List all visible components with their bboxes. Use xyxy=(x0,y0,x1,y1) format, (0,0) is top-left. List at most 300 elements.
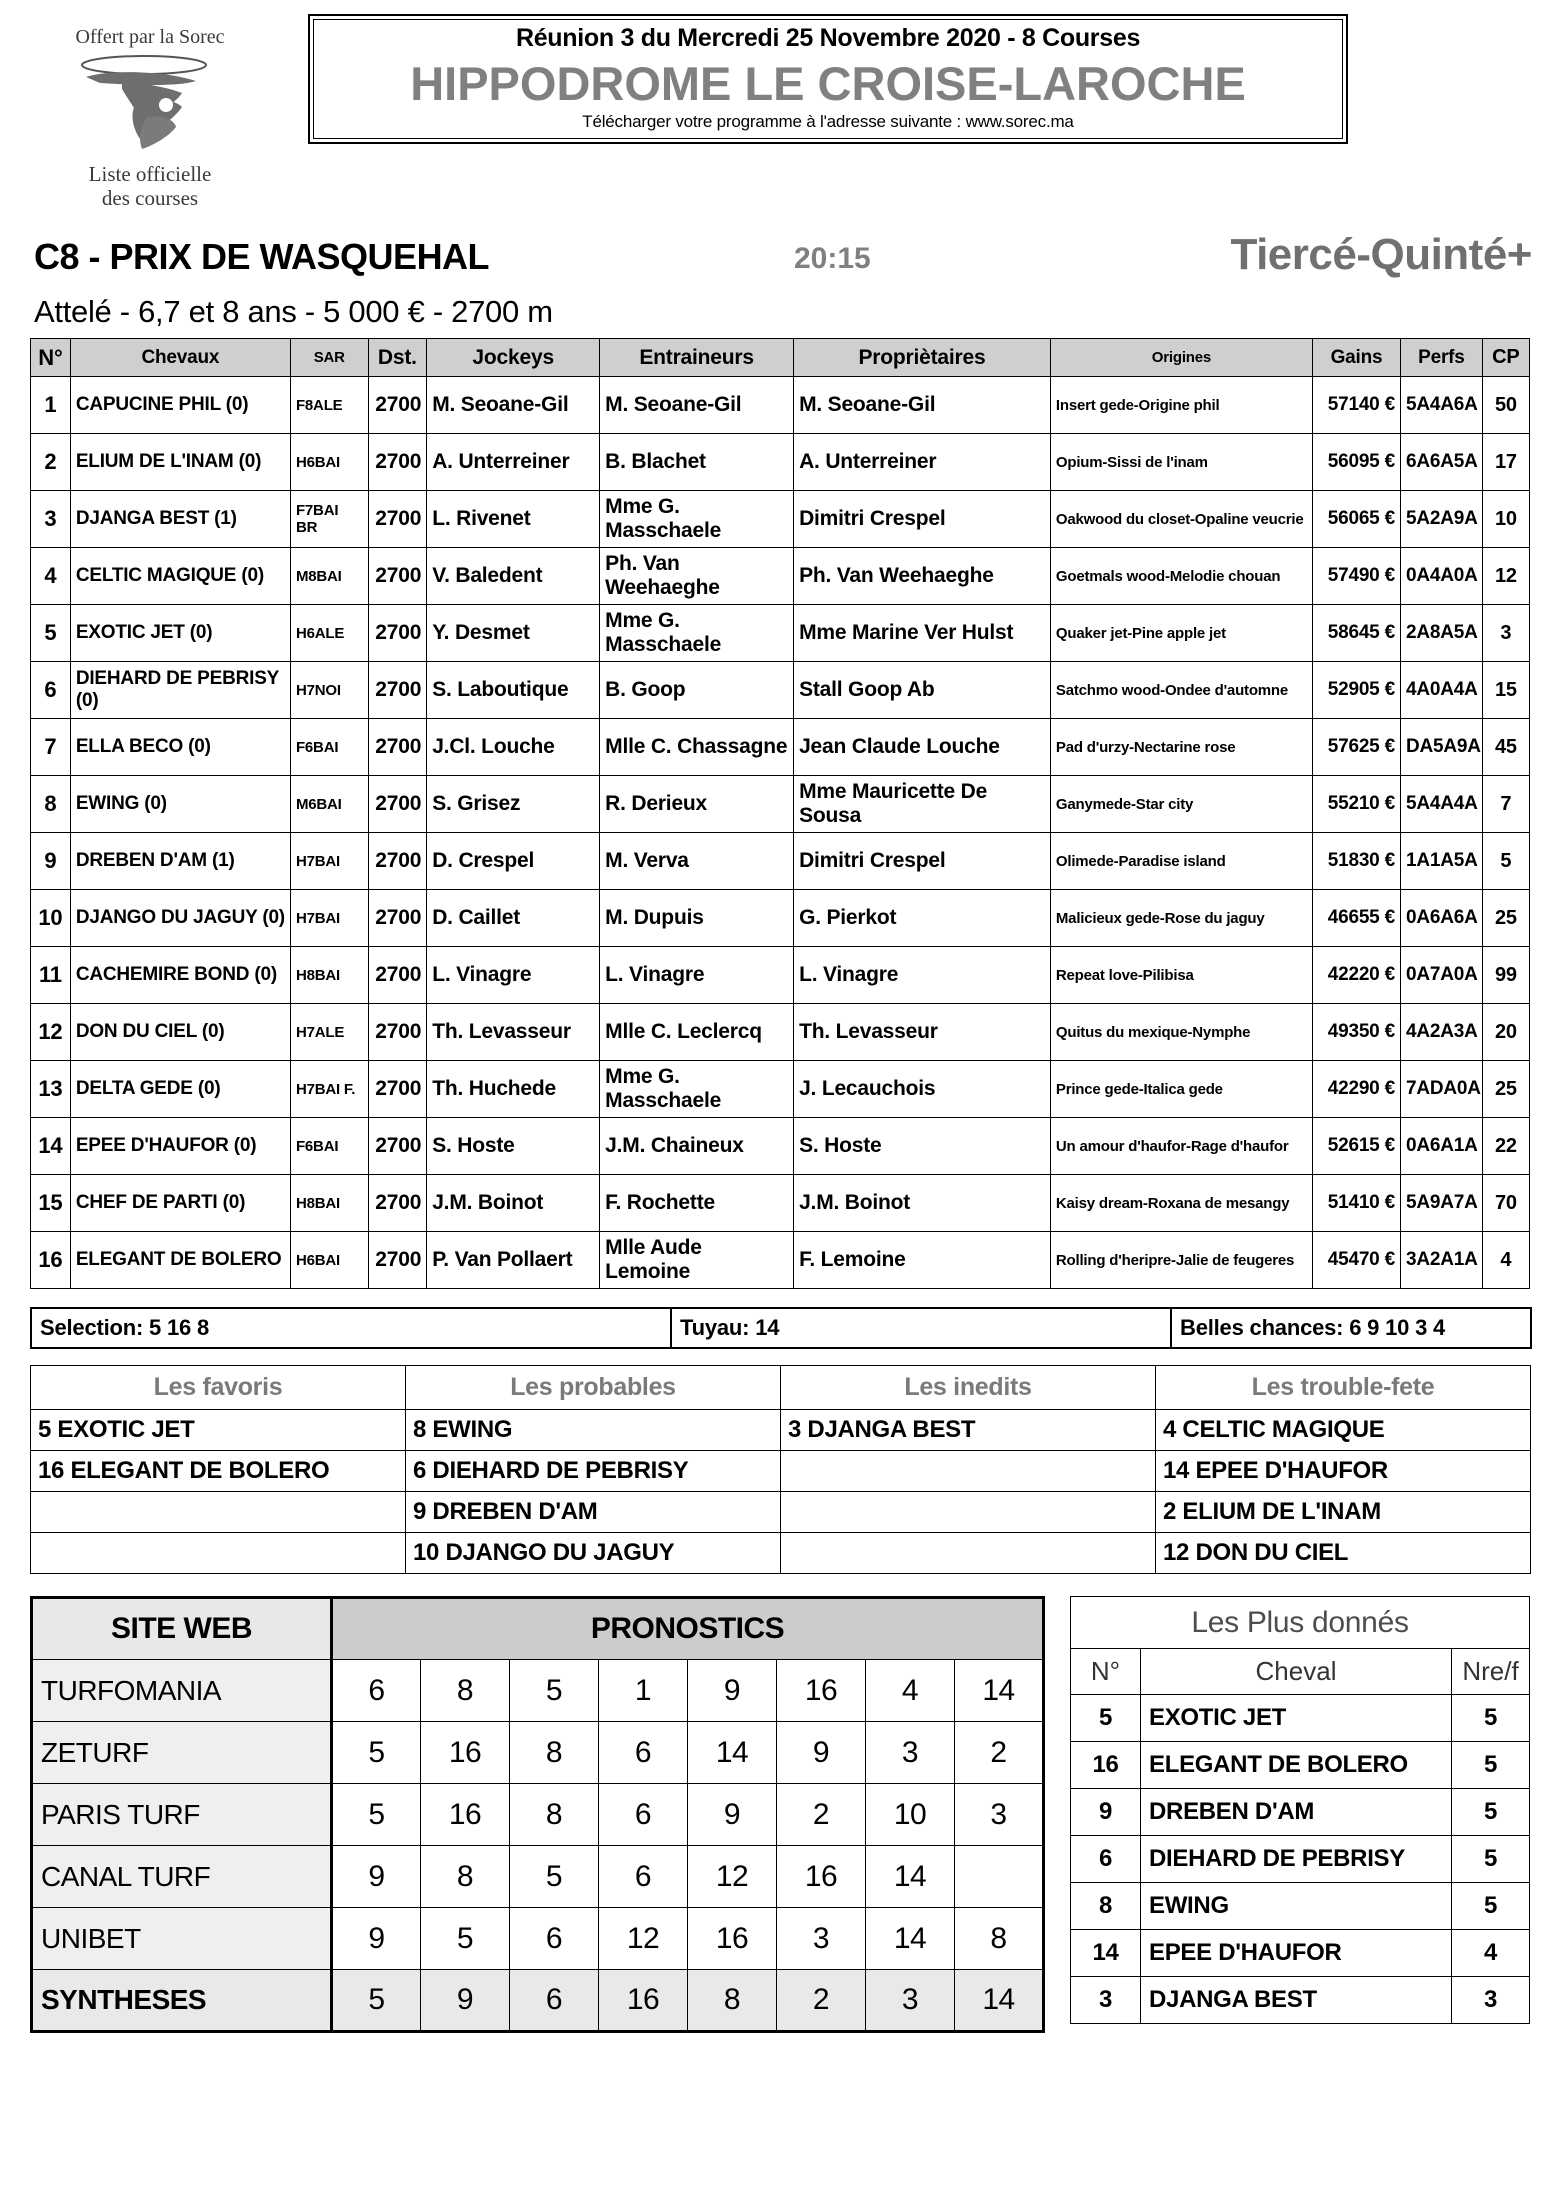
most-given-number: 3 xyxy=(1071,1977,1141,2024)
runner-cp: 25 xyxy=(1482,1061,1529,1118)
col-header-performance: Perfs xyxy=(1401,339,1483,377)
runner-number: 5 xyxy=(31,605,71,662)
runner-origin: Kaisy dream-Roxana de mesangy xyxy=(1050,1175,1312,1232)
cat-header-inedits: Les inedits xyxy=(781,1366,1156,1410)
runner-origin: Pad d'urzy-Nectarine rose xyxy=(1050,719,1312,776)
runner-cp: 10 xyxy=(1482,491,1529,548)
runner-sar: H7BAI F. xyxy=(290,1061,368,1118)
most-given-horse: EXOTIC JET xyxy=(1141,1695,1452,1742)
pronostic-pick: 14 xyxy=(955,1970,1044,2032)
runner-sar: H6BAI xyxy=(290,1232,368,1289)
runner-sar: H7NOI xyxy=(290,662,368,719)
runner-horse: DIEHARD DE PEBRISY (0) xyxy=(70,662,290,719)
pronostic-pick: 12 xyxy=(688,1846,777,1908)
runner-origin: Opium-Sissi de l'inam xyxy=(1050,434,1312,491)
most-given-number: 8 xyxy=(1071,1883,1141,1930)
runner-jockey: D. Crespel xyxy=(427,833,600,890)
runner-horse: CACHEMIRE BOND (0) xyxy=(70,947,290,1004)
pronostic-pick: 14 xyxy=(688,1722,777,1784)
runner-perfs: 3A2A1A xyxy=(1401,1232,1483,1289)
pronostic-pick: 6 xyxy=(332,1660,421,1722)
runner-perfs: 4A0A4A xyxy=(1401,662,1483,719)
pronostic-pick: 16 xyxy=(421,1784,510,1846)
runner-trainer: Mlle Aude Lemoine xyxy=(600,1232,794,1289)
runner-origin: Goetmals wood-Melodie chouan xyxy=(1050,548,1312,605)
pronostic-pick: 14 xyxy=(955,1660,1044,1722)
belles-chances-text: Belles chances: 6 9 10 3 4 xyxy=(1171,1308,1531,1348)
runner-gains: 57140 € xyxy=(1312,377,1400,434)
runner-jockey: Y. Desmet xyxy=(427,605,600,662)
runner-jockey: J.M. Boinot xyxy=(427,1175,600,1232)
runner-jockey: V. Baledent xyxy=(427,548,600,605)
col-header-origins: Origines xyxy=(1050,339,1312,377)
runner-perfs: DA5A9A xyxy=(1401,719,1483,776)
runner-origin: Un amour d'haufor-Rage d'haufor xyxy=(1050,1118,1312,1175)
pronostic-pick: 2 xyxy=(777,1970,866,2032)
runner-cp: 12 xyxy=(1482,548,1529,605)
pronostic-site-name: UNIBET xyxy=(32,1908,332,1970)
most-given-number: 6 xyxy=(1071,1836,1141,1883)
runner-distance: 2700 xyxy=(368,947,427,1004)
runner-horse: ELLA BECO (0) xyxy=(70,719,290,776)
categories-table xyxy=(30,1365,1531,1574)
most-given-number: 14 xyxy=(1071,1930,1141,1977)
table-row xyxy=(31,719,1530,776)
runner-gains: 45470 € xyxy=(1312,1232,1400,1289)
runner-trainer: B. Blachet xyxy=(600,434,794,491)
col-header-cp: CP xyxy=(1482,339,1529,377)
table-row xyxy=(1071,1883,1530,1930)
pronostic-pick: 8 xyxy=(955,1908,1044,1970)
bet-type-badge: Tiercé-Quinté+ xyxy=(1230,230,1532,280)
table-row xyxy=(1071,1789,1530,1836)
runner-owner: L. Vinagre xyxy=(794,947,1051,1004)
table-row xyxy=(32,1722,1044,1784)
runner-sar: H7BAI xyxy=(290,833,368,890)
runner-perfs: 5A4A4A xyxy=(1401,776,1483,833)
pronostic-site-name: CANAL TURF xyxy=(32,1846,332,1908)
runner-distance: 2700 xyxy=(368,1061,427,1118)
runner-number: 6 xyxy=(31,662,71,719)
runner-trainer: Mlle C. Chassagne xyxy=(600,719,794,776)
table-row xyxy=(32,1784,1044,1846)
runner-jockey: S. Grisez xyxy=(427,776,600,833)
most-given-horse: DJANGA BEST xyxy=(1141,1977,1452,2024)
runner-number: 4 xyxy=(31,548,71,605)
pronostic-pick: 5 xyxy=(332,1970,421,2032)
category-cell xyxy=(31,1492,406,1533)
race-title-row xyxy=(34,230,1562,282)
runner-perfs: 0A4A0A xyxy=(1401,548,1483,605)
runner-number: 10 xyxy=(31,890,71,947)
category-cell: 12 DON DU CIEL xyxy=(1156,1533,1531,1574)
pronostic-pick: 3 xyxy=(777,1908,866,1970)
runner-gains: 56095 € xyxy=(1312,434,1400,491)
pronostic-pick: 6 xyxy=(599,1722,688,1784)
runner-number: 16 xyxy=(31,1232,71,1289)
runner-trainer: M. Seoane-Gil xyxy=(600,377,794,434)
table-row xyxy=(31,377,1530,434)
runner-horse: CHEF DE PARTI (0) xyxy=(70,1175,290,1232)
runner-perfs: 4A2A3A xyxy=(1401,1004,1483,1061)
runner-distance: 2700 xyxy=(368,605,427,662)
runner-trainer: Mme G. Masschaele xyxy=(600,605,794,662)
most-given-horse: DREBEN D'AM xyxy=(1141,1789,1452,1836)
runner-cp: 50 xyxy=(1482,377,1529,434)
runner-gains: 55210 € xyxy=(1312,776,1400,833)
logo-top-text: Offert par la Sorec xyxy=(75,26,225,48)
table-row xyxy=(31,605,1530,662)
pronostic-pick: 6 xyxy=(599,1846,688,1908)
runner-sar: H8BAI xyxy=(290,947,368,1004)
runner-owner: Mme Marine Ver Hulst xyxy=(794,605,1051,662)
pronostics-panel xyxy=(30,1596,1045,2033)
pronostic-pick: 8 xyxy=(421,1846,510,1908)
prono-header-pronostics: PRONOSTICS xyxy=(332,1598,1044,1660)
runner-trainer: B. Goop xyxy=(600,662,794,719)
most-given-horse: EWING xyxy=(1141,1883,1452,1930)
runner-trainer: M. Verva xyxy=(600,833,794,890)
runner-cp: 99 xyxy=(1482,947,1529,1004)
most-given-count: 5 xyxy=(1452,1789,1530,1836)
runner-jockey: J.Cl. Louche xyxy=(427,719,600,776)
runner-horse: DJANGA BEST (1) xyxy=(70,491,290,548)
runner-cp: 22 xyxy=(1482,1118,1529,1175)
category-cell xyxy=(781,1533,1156,1574)
table-row xyxy=(31,947,1530,1004)
download-notice: Télécharger votre programme à l'adresse suivante : www.sorec.ma xyxy=(582,112,1074,132)
runner-horse: CELTIC MAGIQUE (0) xyxy=(70,548,290,605)
table-row xyxy=(1071,1742,1530,1789)
col-header-owners: Propriètaires xyxy=(794,339,1051,377)
pronostic-pick: 2 xyxy=(777,1784,866,1846)
page-header xyxy=(0,0,1562,210)
table-row xyxy=(32,1660,1044,1722)
meeting-title-box xyxy=(308,14,1348,144)
runner-origin: Malicieux gede-Rose du jaguy xyxy=(1050,890,1312,947)
runner-number: 12 xyxy=(31,1004,71,1061)
runner-perfs: 5A2A9A xyxy=(1401,491,1483,548)
runner-owner: Mme Mauricette De Sousa xyxy=(794,776,1051,833)
pronostic-pick: 9 xyxy=(421,1970,510,2032)
pronostic-site-name: SYNTHESES xyxy=(32,1970,332,2032)
runner-trainer: Mme G. Masschaele xyxy=(600,1061,794,1118)
col-header-jockeys: Jockeys xyxy=(427,339,600,377)
runner-owner: Th. Levasseur xyxy=(794,1004,1051,1061)
most-given-horse: EPEE D'HAUFOR xyxy=(1141,1930,1452,1977)
runner-origin: Satchmo wood-Ondee d'automne xyxy=(1050,662,1312,719)
runner-origin: Repeat love-Pilibisa xyxy=(1050,947,1312,1004)
col-header-horses: Chevaux xyxy=(70,339,290,377)
pronostic-pick: 6 xyxy=(599,1784,688,1846)
pronostic-pick: 5 xyxy=(510,1846,599,1908)
category-cell: 8 EWING xyxy=(406,1410,781,1451)
runner-cp: 45 xyxy=(1482,719,1529,776)
meeting-subtitle: Réunion 3 du Mercredi 25 Novembre 2020 - 8 Courses xyxy=(515,24,1141,52)
table-row xyxy=(31,1232,1530,1289)
plus-header-nref: Nre/f xyxy=(1452,1649,1530,1695)
col-header-trainers: Entraineurs xyxy=(600,339,794,377)
pronostic-pick: 16 xyxy=(688,1908,777,1970)
runner-cp: 20 xyxy=(1482,1004,1529,1061)
runner-number: 7 xyxy=(31,719,71,776)
runner-origin: Oakwood du closet-Opaline veucrie xyxy=(1050,491,1312,548)
table-row xyxy=(32,1908,1044,1970)
most-given-count: 4 xyxy=(1452,1930,1530,1977)
runner-sar: M6BAI xyxy=(290,776,368,833)
runner-cp: 15 xyxy=(1482,662,1529,719)
pronostic-pick: 6 xyxy=(510,1908,599,1970)
runner-distance: 2700 xyxy=(368,776,427,833)
table-row xyxy=(31,1175,1530,1232)
runner-origin: Rolling d'heripre-Jalie de feugeres xyxy=(1050,1232,1312,1289)
pronostic-site-name: TURFOMANIA xyxy=(32,1660,332,1722)
runner-trainer: Mlle C. Leclercq xyxy=(600,1004,794,1061)
pronostic-pick: 8 xyxy=(510,1722,599,1784)
runner-owner: S. Hoste xyxy=(794,1118,1051,1175)
runner-jockey: S. Hoste xyxy=(427,1118,600,1175)
runner-number: 3 xyxy=(31,491,71,548)
runner-owner: Stall Goop Ab xyxy=(794,662,1051,719)
pronostic-pick: 8 xyxy=(510,1784,599,1846)
runner-gains: 51410 € xyxy=(1312,1175,1400,1232)
runner-jockey: M. Seoane-Gil xyxy=(427,377,600,434)
plus-header-number: N° xyxy=(1071,1649,1141,1695)
runner-gains: 46655 € xyxy=(1312,890,1400,947)
runner-horse: DELTA GEDE (0) xyxy=(70,1061,290,1118)
runner-trainer: M. Dupuis xyxy=(600,890,794,947)
runner-owner: J. Lecauchois xyxy=(794,1061,1051,1118)
runner-distance: 2700 xyxy=(368,1175,427,1232)
cat-header-probables: Les probables xyxy=(406,1366,781,1410)
most-given-title: Les Plus donnés xyxy=(1070,1596,1530,1648)
runner-jockey: L. Rivenet xyxy=(427,491,600,548)
runner-distance: 2700 xyxy=(368,1118,427,1175)
table-row xyxy=(32,1846,1044,1908)
runner-owner: G. Pierkot xyxy=(794,890,1051,947)
runner-cp: 25 xyxy=(1482,890,1529,947)
category-cell: 10 DJANGO DU JAGUY xyxy=(406,1533,781,1574)
pronostic-pick: 9 xyxy=(332,1846,421,1908)
runner-cp: 4 xyxy=(1482,1232,1529,1289)
table-row xyxy=(1071,1977,1530,2024)
runner-sar: F6BAI xyxy=(290,1118,368,1175)
runner-trainer: R. Derieux xyxy=(600,776,794,833)
cat-header-favoris: Les favoris xyxy=(31,1366,406,1410)
plus-header-horse: Cheval xyxy=(1141,1649,1452,1695)
pronostic-pick: 6 xyxy=(510,1970,599,2032)
runner-sar: H6BAI xyxy=(290,434,368,491)
most-given-count: 5 xyxy=(1452,1695,1530,1742)
most-given-table xyxy=(1070,1596,1530,2024)
race-name: C8 - PRIX DE WASQUEHAL xyxy=(34,236,490,278)
table-row xyxy=(1071,1836,1530,1883)
runner-distance: 2700 xyxy=(368,719,427,776)
table-row xyxy=(31,1061,1530,1118)
category-cell: 14 EPEE D'HAUFOR xyxy=(1156,1451,1531,1492)
pronostic-pick: 16 xyxy=(777,1846,866,1908)
runner-sar: F7BAI BR xyxy=(290,491,368,548)
runner-perfs: 0A7A0A xyxy=(1401,947,1483,1004)
pronostic-pick xyxy=(955,1846,1044,1908)
pronostic-pick: 9 xyxy=(332,1908,421,1970)
col-header-distance: Dst. xyxy=(368,339,427,377)
runner-origin: Ganymede-Star city xyxy=(1050,776,1312,833)
runner-perfs: 6A6A5A xyxy=(1401,434,1483,491)
runner-origin: Olimede-Paradise island xyxy=(1050,833,1312,890)
runner-trainer: L. Vinagre xyxy=(600,947,794,1004)
runner-perfs: 2A8A5A xyxy=(1401,605,1483,662)
runner-horse: DJANGO DU JAGUY (0) xyxy=(70,890,290,947)
runner-sar: H8BAI xyxy=(290,1175,368,1232)
tuyau-text: Tuyau: 14 xyxy=(671,1308,1171,1348)
category-cell: 16 ELEGANT DE BOLERO xyxy=(31,1451,406,1492)
cat-header-trouble-fete: Les trouble-fete xyxy=(1156,1366,1531,1410)
selection-bar xyxy=(30,1307,1532,1349)
runner-perfs: 0A6A6A xyxy=(1401,890,1483,947)
pronostic-pick: 8 xyxy=(421,1660,510,1722)
runner-trainer: Mme G. Masschaele xyxy=(600,491,794,548)
pronostic-pick: 1 xyxy=(599,1660,688,1722)
table-row xyxy=(31,1004,1530,1061)
col-header-earnings: Gains xyxy=(1312,339,1400,377)
table-row xyxy=(31,776,1530,833)
pronostic-pick: 3 xyxy=(866,1722,955,1784)
runner-jockey: Th. Levasseur xyxy=(427,1004,600,1061)
selection-text: Selection: 5 16 8 xyxy=(31,1308,671,1348)
runner-owner: Ph. Van Weehaeghe xyxy=(794,548,1051,605)
runner-horse: ELIUM DE L'INAM (0) xyxy=(70,434,290,491)
runner-owner: Dimitri Crespel xyxy=(794,833,1051,890)
runner-perfs: 0A6A1A xyxy=(1401,1118,1483,1175)
category-cell xyxy=(31,1533,406,1574)
category-cell: 5 EXOTIC JET xyxy=(31,1410,406,1451)
pronostic-pick: 16 xyxy=(599,1970,688,2032)
runner-cp: 70 xyxy=(1482,1175,1529,1232)
runner-cp: 7 xyxy=(1482,776,1529,833)
race-conditions: Attelé - 6,7 et 8 ans - 5 000 € - 2700 m xyxy=(34,294,553,330)
runner-origin: Quitus du mexique-Nymphe xyxy=(1050,1004,1312,1061)
pronostic-pick: 5 xyxy=(332,1722,421,1784)
table-row xyxy=(1071,1695,1530,1742)
runner-gains: 57490 € xyxy=(1312,548,1400,605)
runner-jockey: D. Caillet xyxy=(427,890,600,947)
runner-distance: 2700 xyxy=(368,491,427,548)
runner-horse: EPEE D'HAUFOR (0) xyxy=(70,1118,290,1175)
most-given-count: 5 xyxy=(1452,1836,1530,1883)
racecourse-name: HIPPODROME LE CROISE-LAROCHE xyxy=(410,57,1246,110)
runner-owner: M. Seoane-Gil xyxy=(794,377,1051,434)
category-cell: 6 DIEHARD DE PEBRISY xyxy=(406,1451,781,1492)
runner-owner: Jean Claude Louche xyxy=(794,719,1051,776)
table-row xyxy=(1071,1930,1530,1977)
runner-sar: F6BAI xyxy=(290,719,368,776)
most-given-number: 16 xyxy=(1071,1742,1141,1789)
most-given-count: 3 xyxy=(1452,1977,1530,2024)
runner-sar: H7ALE xyxy=(290,1004,368,1061)
runner-sar: M8BAI xyxy=(290,548,368,605)
table-row xyxy=(31,1451,1531,1492)
pronostic-pick: 9 xyxy=(777,1722,866,1784)
pronostic-pick: 5 xyxy=(510,1660,599,1722)
runner-owner: F. Lemoine xyxy=(794,1232,1051,1289)
pronostic-pick: 3 xyxy=(866,1970,955,2032)
runners-table xyxy=(30,338,1530,1289)
runner-origin: Prince gede-Italica gede xyxy=(1050,1061,1312,1118)
runner-gains: 42290 € xyxy=(1312,1061,1400,1118)
sorec-logo xyxy=(0,14,300,210)
horse-logo-icon xyxy=(70,53,230,158)
pronostic-pick: 12 xyxy=(599,1908,688,1970)
runner-gains: 51830 € xyxy=(1312,833,1400,890)
runner-horse: EWING (0) xyxy=(70,776,290,833)
runner-trainer: J.M. Chaineux xyxy=(600,1118,794,1175)
most-given-count: 5 xyxy=(1452,1742,1530,1789)
runner-gains: 52615 € xyxy=(1312,1118,1400,1175)
table-row xyxy=(31,833,1530,890)
runner-jockey: L. Vinagre xyxy=(427,947,600,1004)
table-row xyxy=(32,1970,1044,2032)
pronostic-pick: 10 xyxy=(866,1784,955,1846)
runner-number: 13 xyxy=(31,1061,71,1118)
bottom-section xyxy=(30,1596,1530,2033)
runner-origin: Quaker jet-Pine apple jet xyxy=(1050,605,1312,662)
most-given-panel xyxy=(1070,1596,1530,2024)
table-row xyxy=(31,491,1530,548)
runner-distance: 2700 xyxy=(368,1004,427,1061)
pronostic-site-name: ZETURF xyxy=(32,1722,332,1784)
runner-horse: CAPUCINE PHIL (0) xyxy=(70,377,290,434)
runner-number: 11 xyxy=(31,947,71,1004)
runner-gains: 42220 € xyxy=(1312,947,1400,1004)
col-header-number: N° xyxy=(31,339,71,377)
runner-gains: 49350 € xyxy=(1312,1004,1400,1061)
runner-jockey: Th. Huchede xyxy=(427,1061,600,1118)
pronostic-pick: 2 xyxy=(955,1722,1044,1784)
runner-number: 9 xyxy=(31,833,71,890)
runner-cp: 3 xyxy=(1482,605,1529,662)
runner-distance: 2700 xyxy=(368,434,427,491)
runner-jockey: S. Laboutique xyxy=(427,662,600,719)
most-given-number: 5 xyxy=(1071,1695,1141,1742)
category-cell: 9 DREBEN D'AM xyxy=(406,1492,781,1533)
runner-distance: 2700 xyxy=(368,662,427,719)
pronostic-pick: 4 xyxy=(866,1660,955,1722)
logo-bottom-line2: des courses xyxy=(101,186,199,211)
logo-bottom-line1: Liste officielle xyxy=(88,162,212,186)
pronostic-pick: 16 xyxy=(421,1722,510,1784)
runner-sar: F8ALE xyxy=(290,377,368,434)
runner-horse: DREBEN D'AM (1) xyxy=(70,833,290,890)
runner-distance: 2700 xyxy=(368,1232,427,1289)
table-row xyxy=(31,1118,1530,1175)
race-start-time: 20:15 xyxy=(794,242,871,276)
runner-number: 14 xyxy=(31,1118,71,1175)
runner-sar: H7BAI xyxy=(290,890,368,947)
table-row xyxy=(31,1533,1531,1574)
runner-gains: 58645 € xyxy=(1312,605,1400,662)
runner-perfs: 1A1A5A xyxy=(1401,833,1483,890)
runner-cp: 17 xyxy=(1482,434,1529,491)
pronostic-pick: 14 xyxy=(866,1846,955,1908)
runner-distance: 2700 xyxy=(368,833,427,890)
category-cell: 2 ELIUM DE L'INAM xyxy=(1156,1492,1531,1533)
runner-number: 2 xyxy=(31,434,71,491)
runner-distance: 2700 xyxy=(368,890,427,947)
runner-number: 1 xyxy=(31,377,71,434)
pronostic-pick: 5 xyxy=(421,1908,510,1970)
pronostic-pick: 14 xyxy=(866,1908,955,1970)
